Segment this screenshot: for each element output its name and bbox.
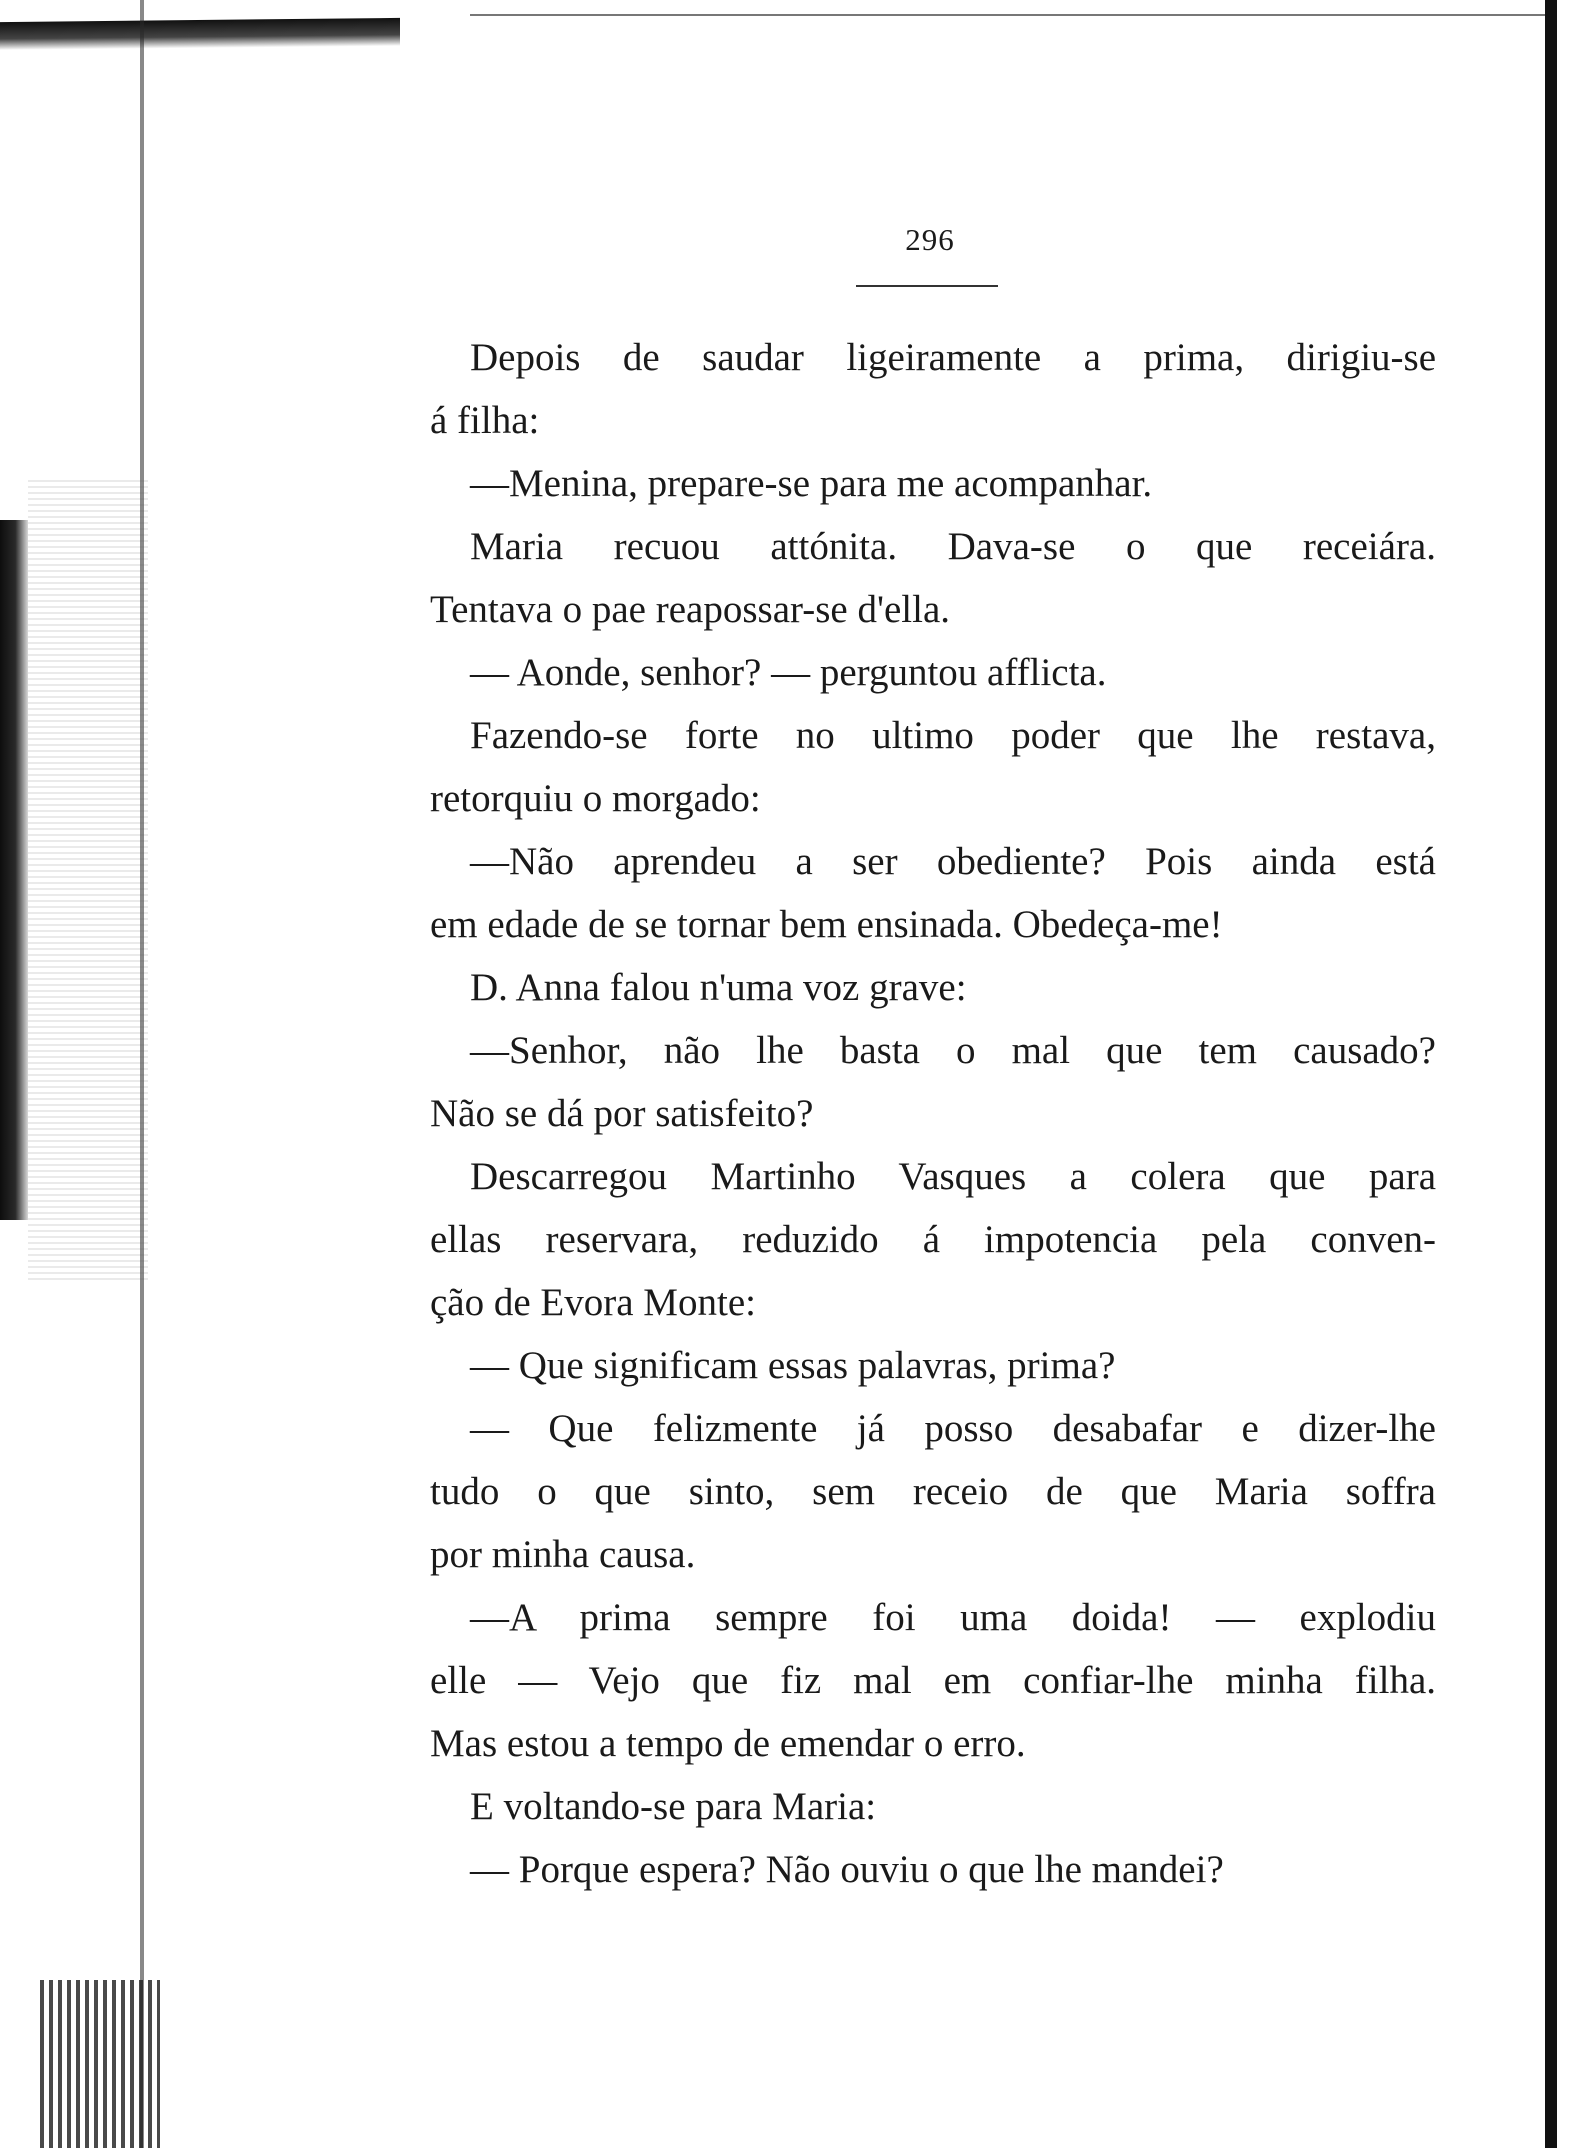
body-text <box>430 326 1436 1901</box>
text-line: Não se dá por satisfeito? <box>430 1092 814 1135</box>
header-rule <box>856 285 998 287</box>
text-line: — Que significam essas palavras, prima? <box>470 1344 1116 1387</box>
scan-edge-top <box>0 18 400 50</box>
text-line: á filha: <box>430 399 540 442</box>
text-line: Descarregou Martinho Vasques a colera que para <box>470 1155 1436 1198</box>
text-line: —A prima sempre foi uma doida! — explodiu <box>470 1596 1436 1639</box>
text-line: E voltando-se para Maria: <box>470 1785 877 1828</box>
text-line: — Porque espera? Não ouviu o que lhe mandei? <box>470 1848 1224 1891</box>
text-line: Tentava o pae reapossar-se d'ella. <box>430 588 951 631</box>
text-line: ellas reservara, reduzido á impotencia pela conven- <box>430 1218 1436 1261</box>
text-line: elle — Vejo que fiz mal em confiar-lhe minha filha. <box>430 1659 1436 1702</box>
page-number: 296 <box>905 222 955 257</box>
text-line: —Senhor, não lhe basta o mal que tem causado? <box>470 1029 1436 1072</box>
text-line: —Menina, prepare-se para me acompanhar. <box>470 462 1153 505</box>
scan-edge-bottom <box>40 1980 160 2148</box>
text-line: Fazendo-se forte no ultimo poder que lhe restava, <box>470 714 1436 757</box>
text-line: ção de Evora Monte: <box>430 1281 756 1324</box>
scan-right-border <box>1545 0 1557 2148</box>
text-line: — Que felizmente já posso desabafar e dizer-lhe <box>470 1407 1436 1450</box>
text-line: Mas estou a tempo de emendar o erro. <box>430 1722 1026 1765</box>
text-line: em edade de se tornar bem ensinada. Obedeça-me! <box>430 903 1223 946</box>
text-line: tudo o que sinto, sem receio de que Maria soffra <box>430 1470 1436 1513</box>
scan-edge-shadow <box>0 520 28 1220</box>
scan-top-rule <box>470 14 1550 16</box>
text-line: — Aonde, senhor? — perguntou afflicta. <box>470 651 1107 694</box>
text-line: Depois de saudar ligeiramente a prima, dirigiu-se <box>470 336 1436 379</box>
text-line: —Não aprendeu a ser obediente? Pois ainda está <box>470 840 1436 883</box>
text-line: por minha causa. <box>430 1533 696 1576</box>
text-line: D. Anna falou n'uma voz grave: <box>470 966 967 1009</box>
text-line: Maria recuou attónita. Dava-se o que receiára. <box>470 525 1436 568</box>
text-line: retorquiu o morgado: <box>430 777 761 820</box>
scan-edge-texture <box>28 480 148 1280</box>
